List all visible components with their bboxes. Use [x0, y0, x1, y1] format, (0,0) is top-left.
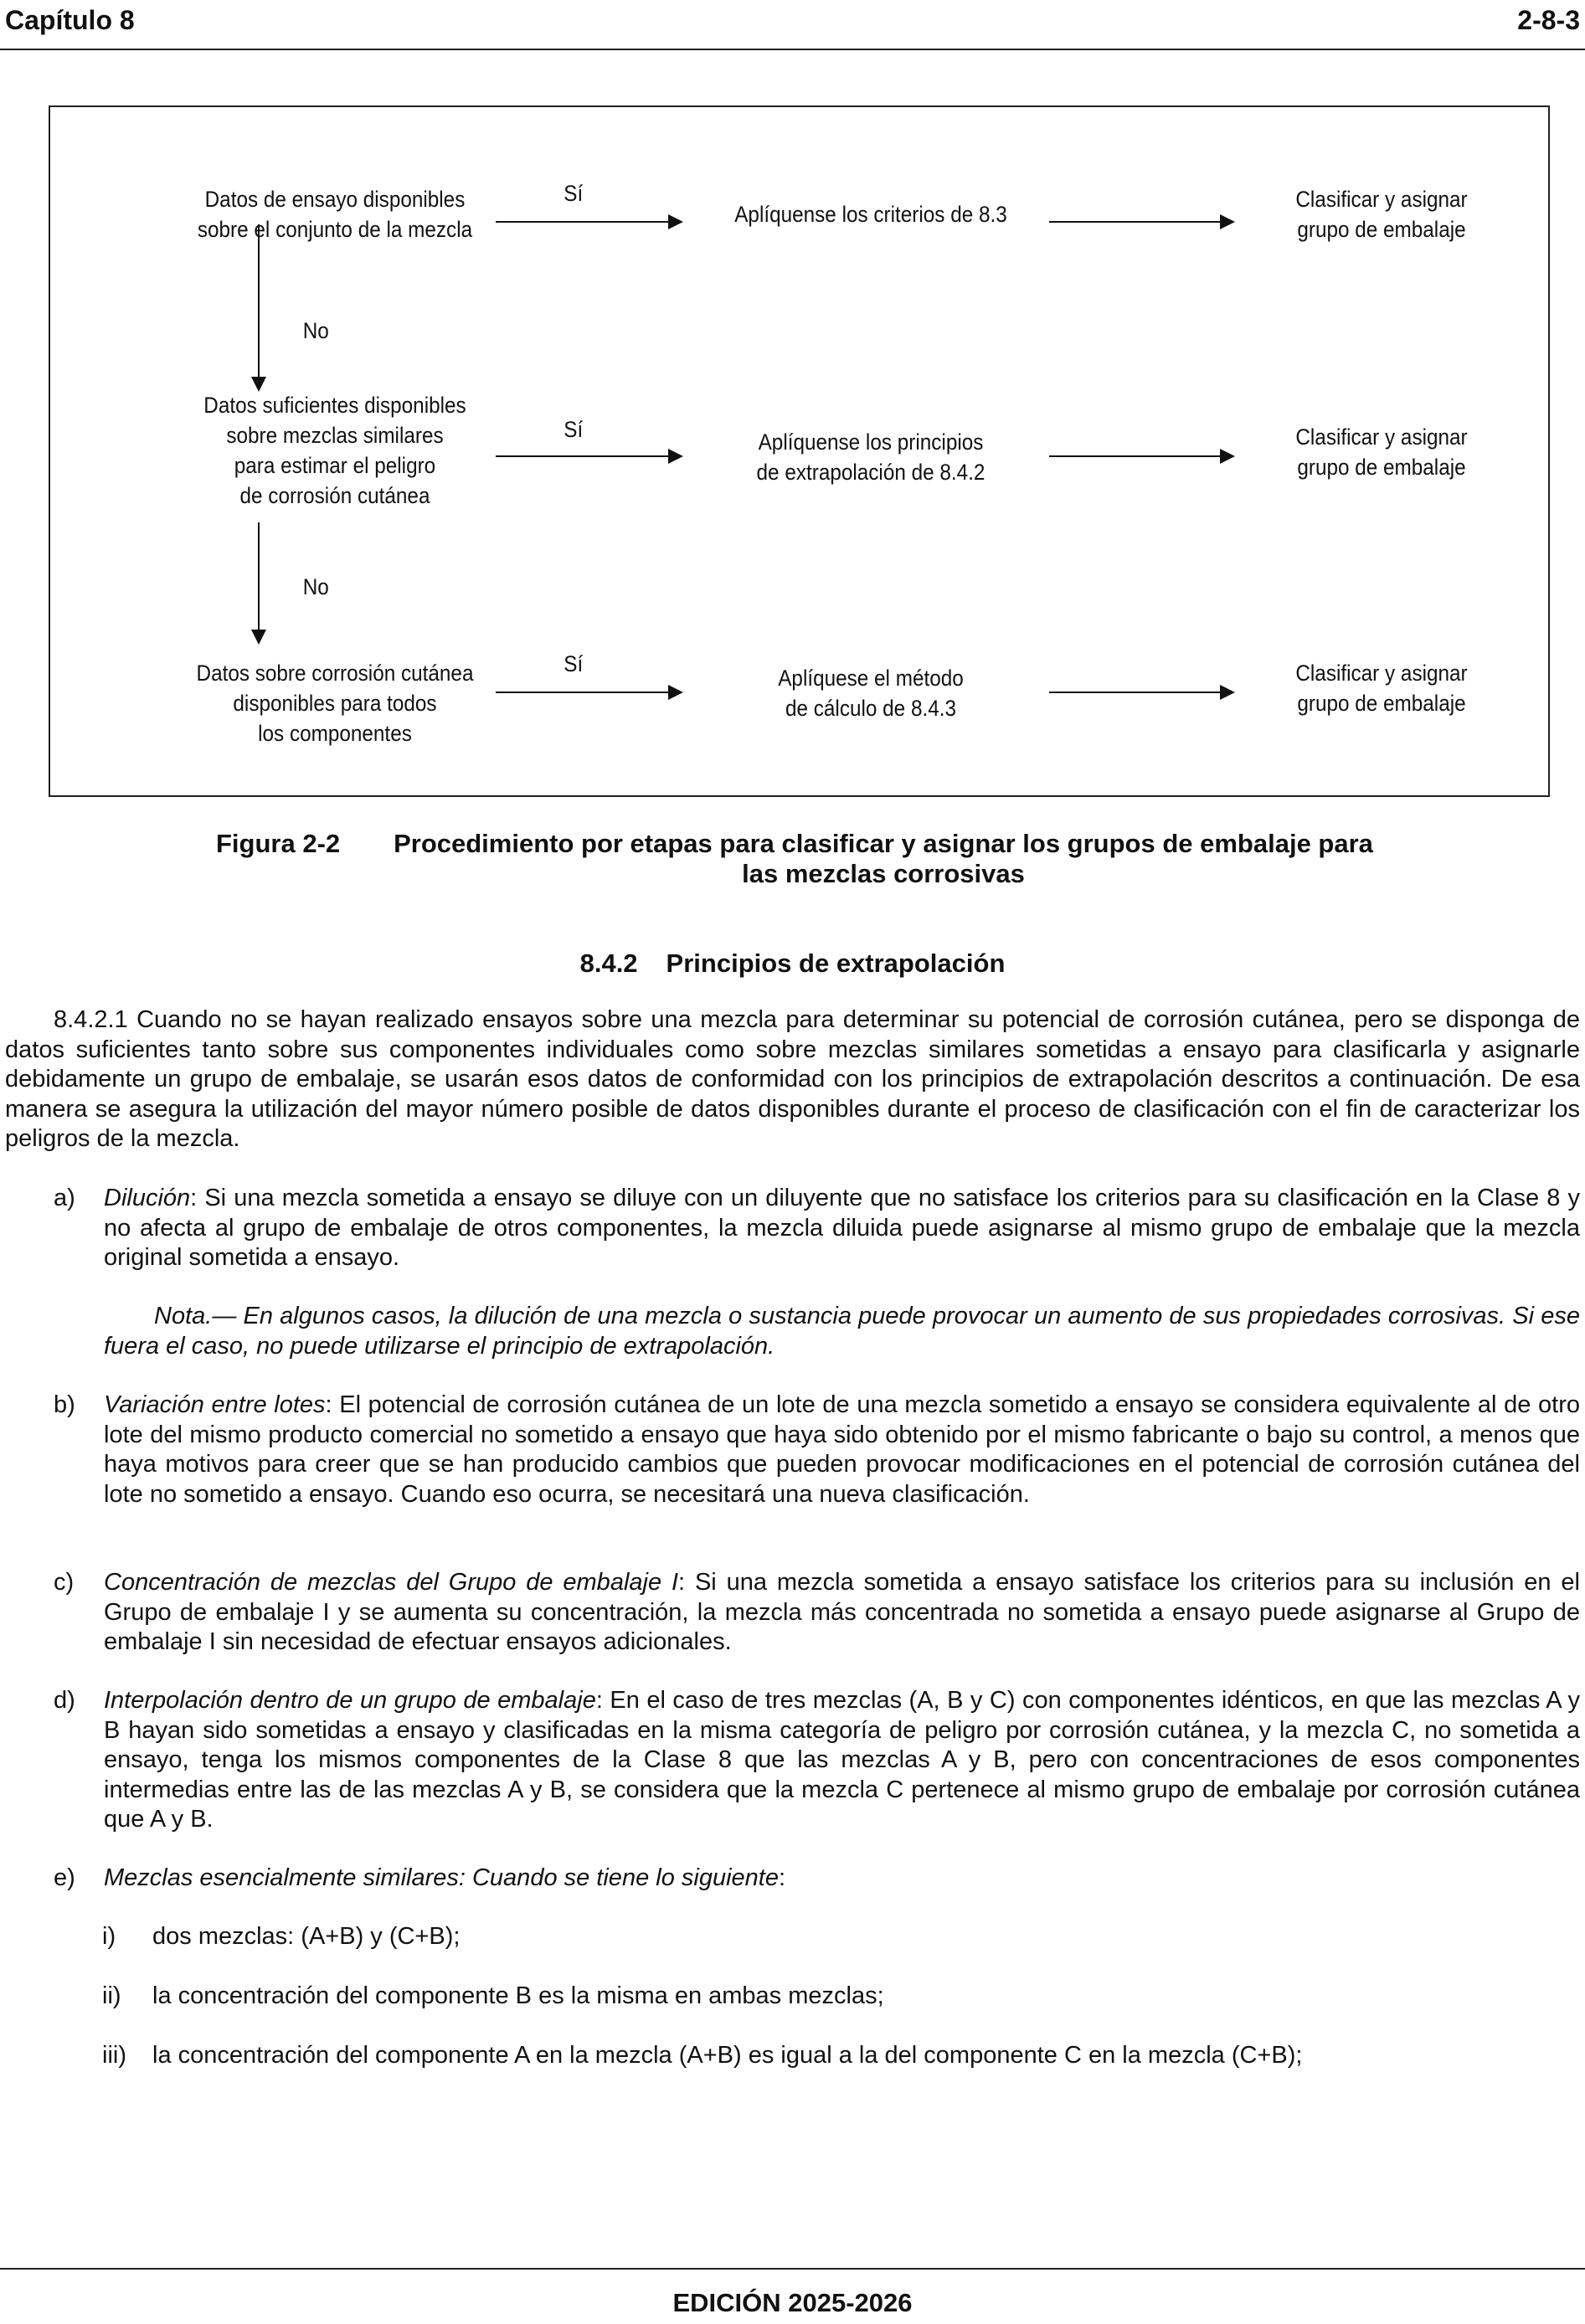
note-paragraph: [104, 1302, 1580, 1361]
item-e-text: [104, 1864, 1580, 1894]
flow-result-3: Clasificar y asignar grupo de embalaje: [1295, 661, 1468, 716]
flow-condition-3: Datos sobre corrosión cutánea disponibles para todos los componentes: [196, 661, 474, 746]
edition-footer: EDICIÓN 2025-2026: [672, 2288, 913, 2317]
item-b-body: : El potencial de corrosión cutánea de un lote de una mezcla sometido a ensayo se considera equivalente al de otro lote del mismo producto comercial no sometido a ensayo que haya sido obtenido por el mismo fabricante o bajo su control, a menos que haya motivos para creer que se han producido cambios que pueden provocar modificaciones en el potencial de corrosión cutánea del lote no sometido a ensayo. Cuando eso ocurra, se necesitará una nueva clasificación.: [104, 1391, 1580, 1508]
subitem-ii-label: ii): [102, 1982, 121, 2009]
flow-condition-1: Datos de ensayo disponibles sobre el conjunto de la mezcla: [197, 187, 473, 242]
item-a-label: a): [54, 1185, 75, 1211]
subitem-ii-text: la concentración del componente B es la misma en ambas mezclas;: [152, 1982, 884, 2009]
flow-arrow-no-1: [258, 224, 260, 388]
note-text: En algunos casos, la dilución de una mezcla o sustancia puede provocar un aumento de sus propiedades corrosivas. Si ese fuera el caso, no puede utilizarse el principio de extrapolación.: [104, 1303, 1580, 1360]
page-number: 2-8-3: [1517, 5, 1580, 35]
flow-arrow-result-3: [1049, 692, 1232, 693]
note-label: Nota.—: [154, 1303, 237, 1329]
item-d-title: Interpolación dentro de un grupo de embalaje: [104, 1687, 596, 1714]
subitem-iii-text: la concentración del componente A en la mezcla (A+B) es igual a la del componente C en la mezcla (C+B);: [152, 2042, 1303, 2069]
section-number: 8.4.2: [579, 949, 638, 978]
figure-number: Figura 2-2: [216, 829, 341, 858]
item-a-body: : Si una mezcla sometida a ensayo se diluye con un diluyente que no satisface los criterios para su clasificación en la Clase 8 y no afecta al grupo de embalaje de otros componentes, la mezcla diluida puede asignarse al mismo grupo de embalaje que la mezcla original sometida a ensayo.: [104, 1185, 1580, 1271]
item-c-text: [104, 1568, 1580, 1658]
item-a-title: Dilución: [104, 1185, 191, 1211]
figure-title: Procedimiento por etapas para clasificar y asignar los grupos de embalaje para las mezclas corrosivas: [394, 829, 1373, 888]
item-d-label: d): [54, 1687, 75, 1714]
item-a-text: [104, 1184, 1580, 1273]
flow-arrow-yes-1: [496, 221, 680, 223]
item-d-text: [104, 1686, 1580, 1835]
paragraph-8-4-2-1: 8.4.2.1 Cuando no se hayan realizado ensayos sobre una mezcla para determinar su potencial de corrosión cutánea, pero se disponga de datos suficientes tanto sobre sus componentes individuales como sobre mezclas similares sometidas a ensayo para clasificarla y asignarle debidamente un grupo de embalaje, se usarán esos datos de conformidad con los principios de extrapolación descritos a continuación. De esa manera se asegura la utilización del mayor número posible de datos disponibles durante el proceso de clasificación con el fin de caracterizar los peligros de la mezcla.: [5, 1006, 1580, 1152]
flow-arrow-yes-3: [496, 692, 680, 693]
item-e-title: Mezclas esencialmente similares: Cuando se tiene lo siguiente: [104, 1864, 779, 1891]
subitem-i-text: dos mezclas: (A+B) y (C+B);: [152, 1923, 461, 1950]
flow-no-label-2: No: [302, 574, 329, 599]
flow-action-1: Aplíquense los criterios de 8.3: [734, 202, 1007, 227]
section-title: Principios de extrapolación: [666, 949, 1006, 978]
flow-arrow-result-2: [1049, 455, 1232, 457]
flow-action-2: Aplíquense los principios de extrapolación de 8.4.2: [756, 429, 985, 485]
flow-result-1: Clasificar y asignar grupo de embalaje: [1295, 187, 1468, 242]
section-heading: [0, 949, 1585, 979]
flow-arrow-yes-2: [496, 455, 680, 457]
item-e-label: e): [54, 1864, 75, 1891]
header-rule: [0, 49, 1585, 50]
chapter-label: Capítulo 8: [5, 5, 135, 35]
flow-condition-2: Datos suficientes disponibles sobre mezclas similares para estimar el peligro de corrosión cutánea: [203, 393, 466, 508]
flow-yes-label-3: Sí: [563, 651, 584, 676]
item-d-body: : En el caso de tres mezclas (A, B y C) con componentes idénticos, en que las mezclas A y B hayan sido sometidas a ensayo y clasificadas en la misma categoría de peligro por corrosión cutánea, y la mezcla C, no sometida a ensayo, tenga los mismos componentes de la Clase 8 que las mezclas A y B, pero con concentraciones de esos componentes intermedias entre las de las mezclas A y B, se considera que la mezcla C pertenece al mismo grupo de embalaje por corrosión cutánea que A y B.: [104, 1687, 1580, 1833]
item-c-title: Concentración de mezclas del Grupo de embalaje I: [104, 1569, 679, 1596]
flow-yes-label-1: Sí: [563, 181, 584, 206]
flow-no-label-1: No: [302, 318, 329, 343]
item-c-label: c): [54, 1569, 75, 1596]
item-c-body: : Si una mezcla sometida a ensayo satisface los criterios para su inclusión en el Grupo de embalaje I y se aumenta su concentración, la mezcla más concentrada no sometida a ensayo puede asignarse al Grupo de embalaje I sin necesidad de efectuar ensayos adicionales.: [104, 1569, 1580, 1655]
item-e-body: :: [778, 1864, 786, 1891]
subitem-i-label: i): [102, 1923, 116, 1950]
flowchart-frame: [49, 105, 1550, 797]
subitem-iii-label: iii): [102, 2042, 126, 2069]
item-b-label: b): [54, 1391, 75, 1418]
flow-result-2: Clasificar y asignar grupo de embalaje: [1295, 424, 1468, 480]
flow-arrow-result-1: [1049, 221, 1232, 223]
flow-yes-label-2: Sí: [563, 417, 584, 442]
footer-rule: [0, 2268, 1585, 2270]
item-b-title: Variación entre lotes: [104, 1391, 326, 1418]
flow-action-3: Aplíquese el método de cálculo de 8.4.3: [778, 666, 964, 721]
flow-arrow-no-2: [258, 522, 260, 641]
item-b-text: [104, 1391, 1580, 1509]
